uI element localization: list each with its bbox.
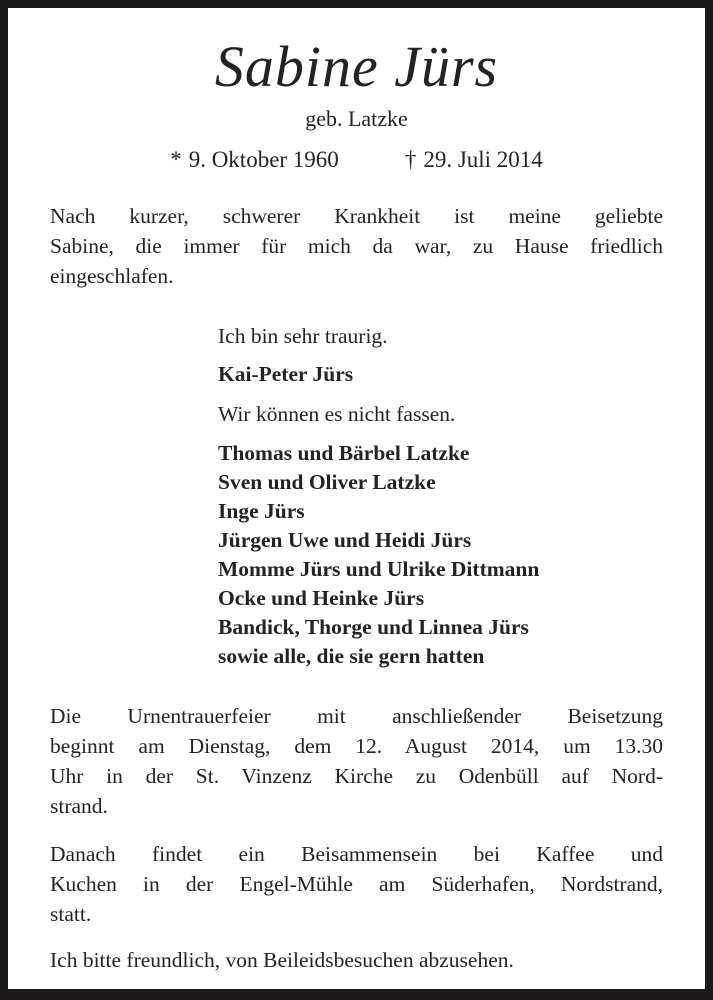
- family-member: Bandick, Thorge und Linnea Jürs: [218, 615, 529, 640]
- family-member: sowie alle, die sie gern hatten: [218, 644, 485, 669]
- closing-line: Ich bitte freundlich, von Beileidsbesuchen abzusehen.: [50, 948, 514, 973]
- maiden-name: geb. Latzke: [305, 105, 408, 131]
- family-member: Momme Jürs und Ulrike Dittmann: [218, 557, 540, 582]
- life-dates: [50, 145, 663, 175]
- funeral-line: Uhr in der St. Vinzenz Kirche zu Odenbüll auf Nord-: [50, 764, 663, 789]
- death-date: 29. Juli 2014: [423, 147, 543, 173]
- dagger-symbol: †: [404, 147, 417, 173]
- mourner-name: Kai-Peter Jürs: [218, 362, 354, 387]
- funeral-paragraph: [50, 701, 663, 821]
- family-list: [218, 439, 663, 671]
- family-member: Jürgen Uwe und Heidi Jürs: [218, 528, 472, 553]
- intro-line: Sabine, die immer für mich da war, zu Hause friedlich: [50, 234, 663, 259]
- intro-line: Nach kurzer, schwerer Krankheit ist meine geliebte: [50, 204, 663, 229]
- funeral-line: Die Urnentrauerfeier mit anschließender Beisetzung: [50, 704, 663, 729]
- birth-date-group: [170, 145, 339, 175]
- family-member: Thomas und Bärbel Latzke: [218, 441, 470, 466]
- condolence-line-1: Ich bin sehr traurig.: [218, 324, 388, 349]
- family-member: Sven und Oliver Latzke: [218, 470, 436, 495]
- gathering-line: statt.: [50, 902, 92, 927]
- mourners-block: [218, 321, 663, 671]
- birth-date: 9. Oktober 1960: [188, 147, 339, 173]
- gathering-paragraph: [50, 839, 663, 929]
- death-date-group: [405, 145, 543, 175]
- born-symbol: *: [170, 147, 182, 173]
- intro-line: eingeschlafen.: [50, 264, 174, 289]
- notice-header: [50, 32, 663, 175]
- intro-paragraph: [50, 201, 663, 291]
- deceased-name: Sabine Jürs: [214, 34, 499, 99]
- gathering-line: Kuchen in der Engel-Mühle am Süderhafen, Nordstrand,: [50, 872, 663, 897]
- family-member: Inge Jürs: [218, 499, 305, 524]
- gathering-line: Danach findet ein Beisammensein bei Kaffee und: [50, 842, 663, 867]
- funeral-line: strand.: [50, 794, 108, 819]
- condolence-line-2: Wir können es nicht fassen.: [218, 402, 456, 427]
- family-member: Ocke und Heinke Jürs: [218, 586, 425, 611]
- funeral-line: beginnt am Dienstag, dem 12. August 2014, um 13.30: [50, 734, 663, 759]
